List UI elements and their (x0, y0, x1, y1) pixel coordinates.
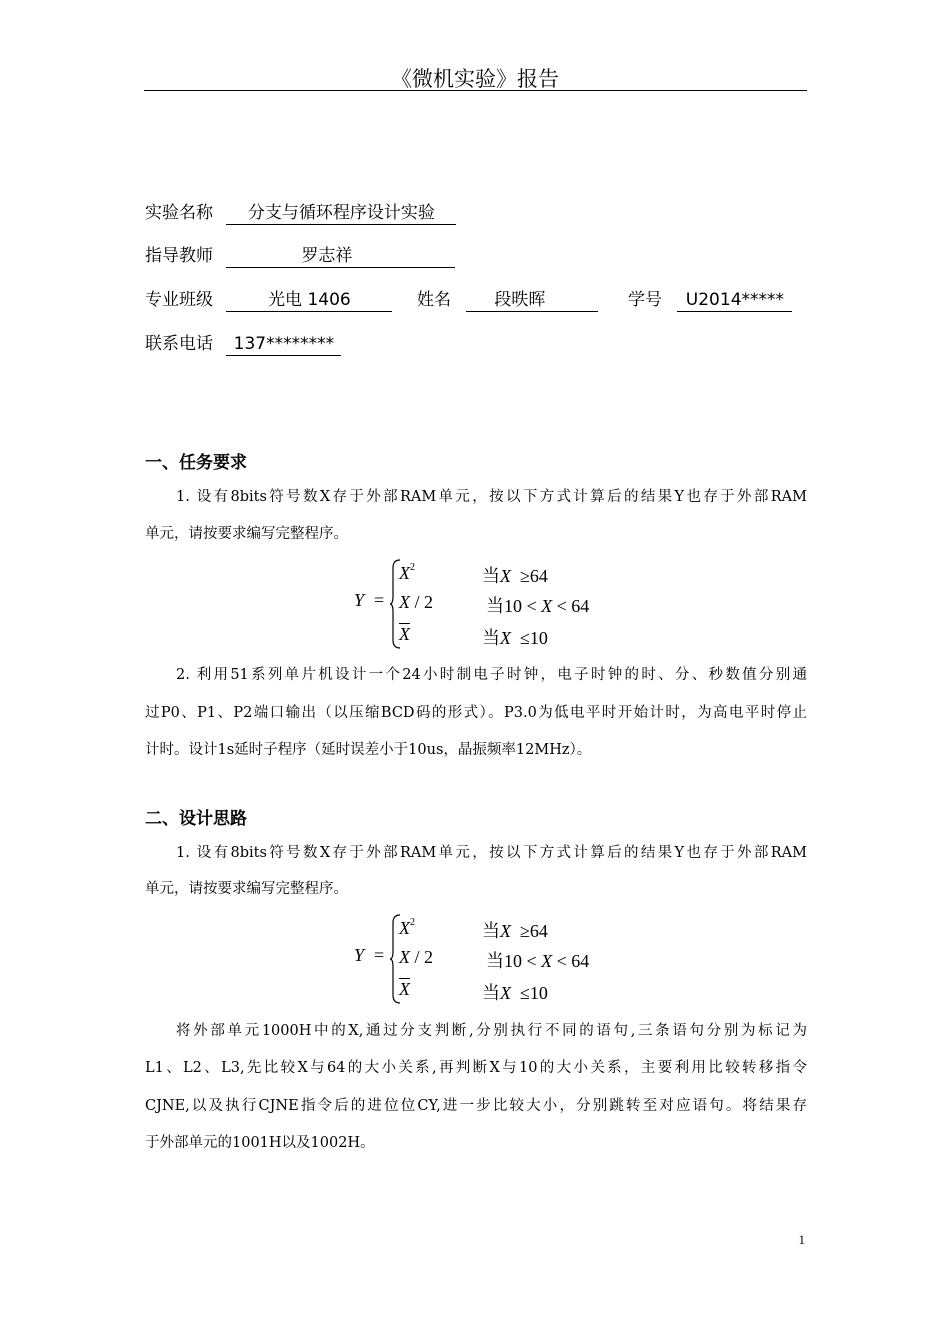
phone-row (145, 333, 341, 356)
design1-line1: 1. 设有8bits符号数X存于外部RAM单元，按以下方式计算后的结果Y也存于外部RAM (176, 845, 807, 861)
task2-line1: 2. 利用51系列单片机设计一个24小时制电子时钟，电子时钟的时、分、秒数值分别通 (176, 667, 807, 683)
instructor-row (145, 245, 455, 268)
student-name-label: 姓名 (417, 290, 451, 310)
piecewise-formula (354, 558, 614, 650)
case1: $X^2$ (399, 917, 415, 938)
experiment-name-row (145, 202, 456, 225)
case3: $\overline{X}$ (399, 979, 410, 999)
class-value: 光电 1406 (226, 290, 392, 312)
phone-label: 联系电话 (145, 334, 213, 354)
student-id-row (628, 289, 792, 312)
case3-condition: 当X ≤10 (482, 628, 548, 648)
student-id-label: 学号 (628, 290, 662, 310)
section-heading-tasks: 一、任务要求 (145, 453, 247, 473)
design1-line2: 单元，请按要求编写完整程序。 (145, 881, 348, 897)
piecewise-formula-repeat (354, 913, 614, 1005)
student-name-row (417, 289, 598, 312)
case2: X / 2 (399, 592, 434, 612)
student-id-value: U2014***** (677, 290, 792, 312)
formula-lhs: Y (354, 590, 365, 610)
student-name-value: 段昳晖 (466, 290, 598, 312)
case2-condition: 当10 < X < 64 (486, 951, 590, 971)
task1-line1: 1. 设有8bits符号数X存于外部RAM单元，按以下方式计算后的结果Y也存于外部RAM (176, 489, 807, 505)
class-label: 专业班级 (145, 290, 213, 310)
case3: $\overline{X}$ (399, 624, 410, 644)
phone-value: 137******** (226, 334, 341, 356)
design-para-line1: 将外部单元1000H中的X,通过分支判断,分别执行不同的语句,三条语句分别为标记为 (176, 1023, 807, 1039)
design-para-line3: CJNE,以及执行CJNE指令后的进位位CY,进一步比较大小，分别跳转至对应语句。将结果存 (145, 1098, 807, 1114)
formula-lhs: Y (354, 945, 365, 965)
case2-condition: 当10 < X < 64 (486, 596, 590, 616)
task2-line3: 计时。设计1s延时子程序（延时误差小于10us，晶振频率12MHz）。 (145, 742, 592, 758)
case3-condition: 当X ≤10 (482, 983, 548, 1003)
experiment-name-label: 实验名称 (145, 203, 213, 223)
experiment-name-value: 分支与循环程序设计实验 (226, 203, 456, 225)
case1-condition: 当X ≥64 (482, 921, 548, 941)
instructor-value: 罗志祥 (226, 246, 455, 268)
design-para-line2: L1、L2、L3,先比较X与64的大小关系,再判断X与10的大小关系，主要利用比较转移指令 (145, 1060, 807, 1076)
formula-equals: = (374, 590, 385, 610)
section-heading-design: 二、设计思路 (145, 809, 247, 829)
task2-line2: 过P0、P1、P2端口输出（以压缩BCD码的形式）。P3.0为低电平时开始计时，为高电平时停止 (145, 705, 807, 721)
case1-condition: 当X ≥64 (482, 566, 548, 586)
design-para-line4: 于外部单元的1001H以及1002H。 (145, 1135, 375, 1151)
header-rule (144, 90, 807, 91)
page-title: 《微机实验》报告 (391, 67, 559, 91)
instructor-label: 指导教师 (145, 246, 213, 266)
task1-line2: 单元，请按要求编写完整程序。 (145, 526, 348, 542)
page-number: 1 (798, 1232, 805, 1247)
case2: X / 2 (399, 947, 434, 967)
case1: $X^2$ (399, 562, 415, 583)
class-row (145, 289, 392, 312)
formula-equals: = (374, 945, 385, 965)
